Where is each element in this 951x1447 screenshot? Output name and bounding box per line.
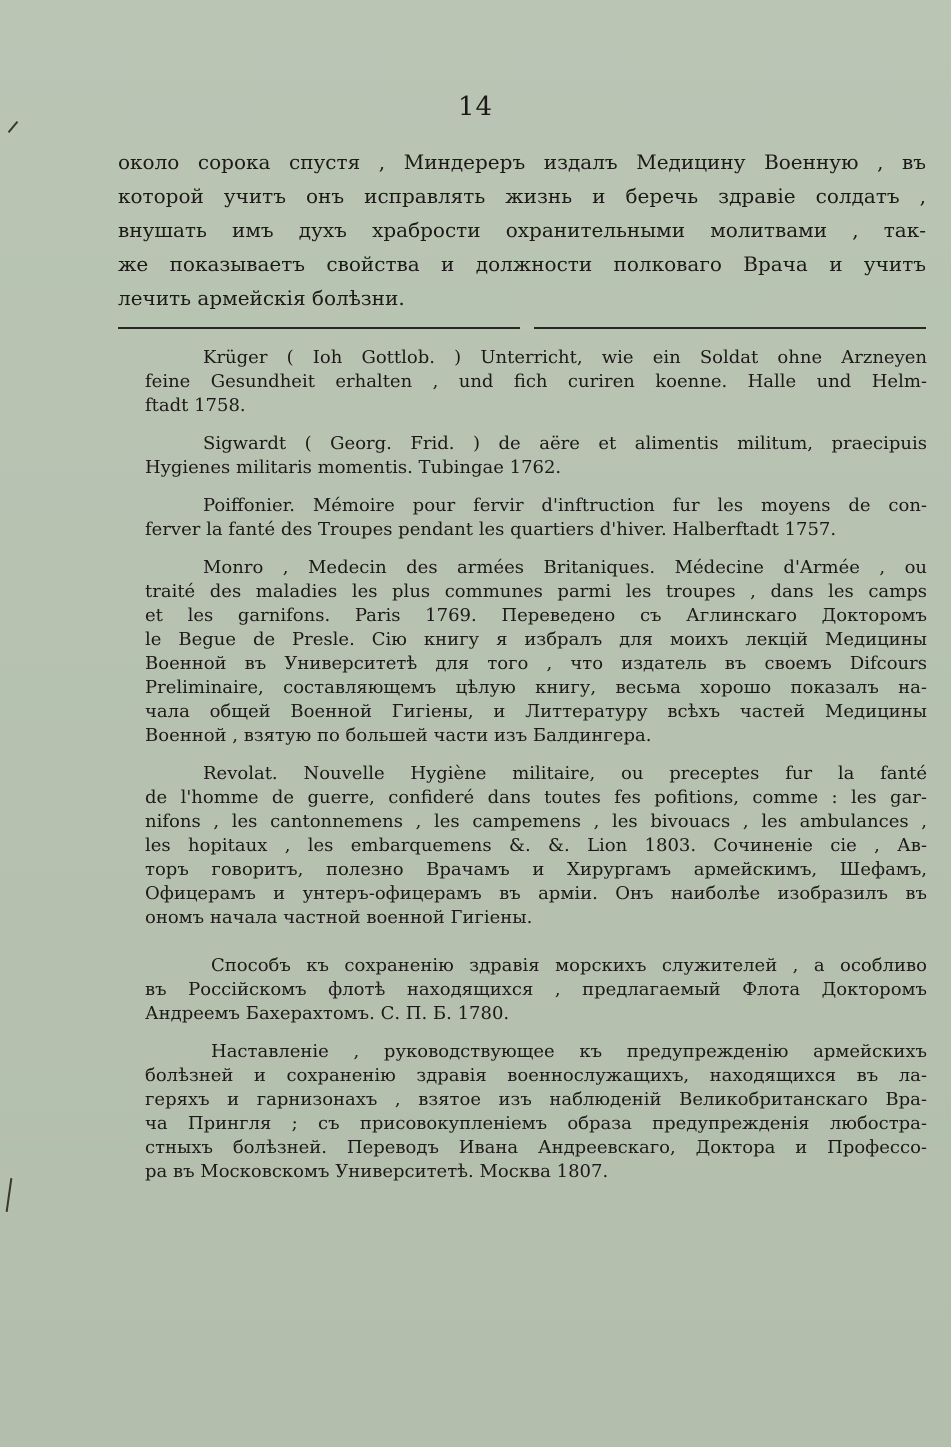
reference-line: Способъ къ сохраненію здравія морскихъ служителей , а особливо — [211, 955, 927, 976]
reference-line: et les garnifons. Paris 1769. Переведено съ Аглинскаго Докторомъ — [145, 605, 927, 626]
reference-line: Офицерамъ и унтеръ-офицерамъ въ арміи. Онъ наиболѣе изобразилъ въ — [145, 883, 927, 904]
main-paragraph — [118, 145, 926, 315]
margin-mark — [6, 1178, 13, 1212]
reference-line: Наставленіе , руководствующее къ предупрежденію армейскихъ — [211, 1041, 927, 1062]
reference-line: Андреемъ Бахерахтомъ. С. П. Б. 1780. — [145, 1003, 510, 1024]
reference-revolat — [145, 762, 927, 930]
reference-monro — [145, 556, 927, 748]
paragraph-line: лечить армейскія болѣзни. — [118, 286, 405, 310]
reference-line: Krüger ( Ioh Gottlob. ) Unterricht, wie ein Soldat ohne Arzneyen — [203, 347, 927, 368]
reference-line: чала общей Военной Гигіены, и Литтературу всѣхъ частей Медицины — [145, 701, 927, 722]
paragraph-line: же показываетъ свойства и должности полковаго Врача и учитъ — [118, 252, 926, 276]
reference-line: Военной , взятую по большей части изъ Балдингера. — [145, 725, 652, 746]
paragraph-line: которой учитъ онъ исправлять жизнь и беречь здравіе солдатъ , — [118, 184, 926, 208]
reference-line: Preliminaire, составляющемъ цѣлую книгу, весьма хорошо показалъ на- — [145, 677, 927, 698]
reference-line: Hygienes militaris momentis. Tubingae 1762. — [145, 457, 562, 478]
page-number: 14 — [457, 92, 494, 122]
reference-poissonier — [145, 494, 927, 542]
reference-line: nifons , les cantonnemens , les campemens , les bivouacs , les ambulances , — [145, 811, 927, 832]
reference-line: болѣзней и сохраненію здравія военнослужащихъ, находящихся въ ла- — [145, 1065, 927, 1086]
reference-line: ча Прингля ; съ присовокупленіемъ образа предупрежденія любострa- — [145, 1113, 927, 1134]
section-divider — [118, 327, 926, 329]
reference-line: въ Россійскомъ флотѣ находящихся , предлагаемый Флота Докторомъ — [145, 979, 927, 1000]
paragraph-line: около сорока спустя , Миндереръ издалъ Медицину Военную , въ — [118, 150, 926, 174]
reference-nastavlenie — [145, 1040, 927, 1184]
reference-line: de l'homme de guerre, confideré dans toutes fes pofitions, comme : les gar- — [145, 787, 927, 808]
bibliography — [145, 346, 927, 1198]
reference-line: стныхъ болѣзней. Переводъ Ивана Андреевскаго, Доктора и Профессо- — [145, 1137, 927, 1158]
reference-line: Revolat. Nouvelle Hygiène militaire, ou preceptes fur la fanté — [203, 763, 927, 784]
reference-line: traité des maladies les plus communes parmi les troupes , dans les camps — [145, 581, 927, 602]
reference-line: Sigwardt ( Georg. Frid. ) de aëre et alimentis militum, praecipuis — [203, 433, 927, 454]
reference-line: le Begue de Presle. Сію книгу я избралъ для моихъ лекцій Медицины — [145, 629, 927, 650]
reference-line: ferver la fanté des Troupes pendant les quartiers d'hiver. Halberftadt 1757. — [145, 519, 837, 540]
reference-bacheracht — [145, 954, 927, 1026]
reference-line: ftadt 1758. — [145, 395, 246, 416]
reference-line: ра въ Московскомъ Университетѣ. Москва 1807. — [145, 1161, 609, 1182]
reference-line: Poiffonier. Mémoire pour fervir d'inftruction fur les moyens de con- — [203, 495, 927, 516]
reference-line: Monro , Medecin des armées Britaniques. Médecine d'Armée , ou — [203, 557, 927, 578]
margin-mark — [8, 121, 19, 133]
reference-kruger — [145, 346, 927, 418]
reference-sigwardt — [145, 432, 927, 480]
reference-line: feine Gesundheit erhalten , und fich curiren koenne. Halle und Helm- — [145, 371, 927, 392]
reference-line: ономъ начала частной военной Гигіены. — [145, 907, 533, 928]
reference-line: торъ говоритъ, полезно Врачамъ и Хирургамъ армейскимъ, Шефамъ, — [145, 859, 927, 880]
reference-line: les hopitaux , les embarquemens &. &. Lion 1803. Сочиненіе сіе , Ав- — [145, 835, 927, 856]
reference-line: геряхъ и гарнизонахъ , взятое изъ наблюденій Великобританскаго Вра- — [145, 1089, 927, 1110]
reference-line: Военной въ Университетѣ для того , что издатель въ своемъ Difcours — [145, 653, 927, 674]
paragraph-line: внушать имъ духъ храбрости охранительными молитвами , так- — [118, 218, 926, 242]
